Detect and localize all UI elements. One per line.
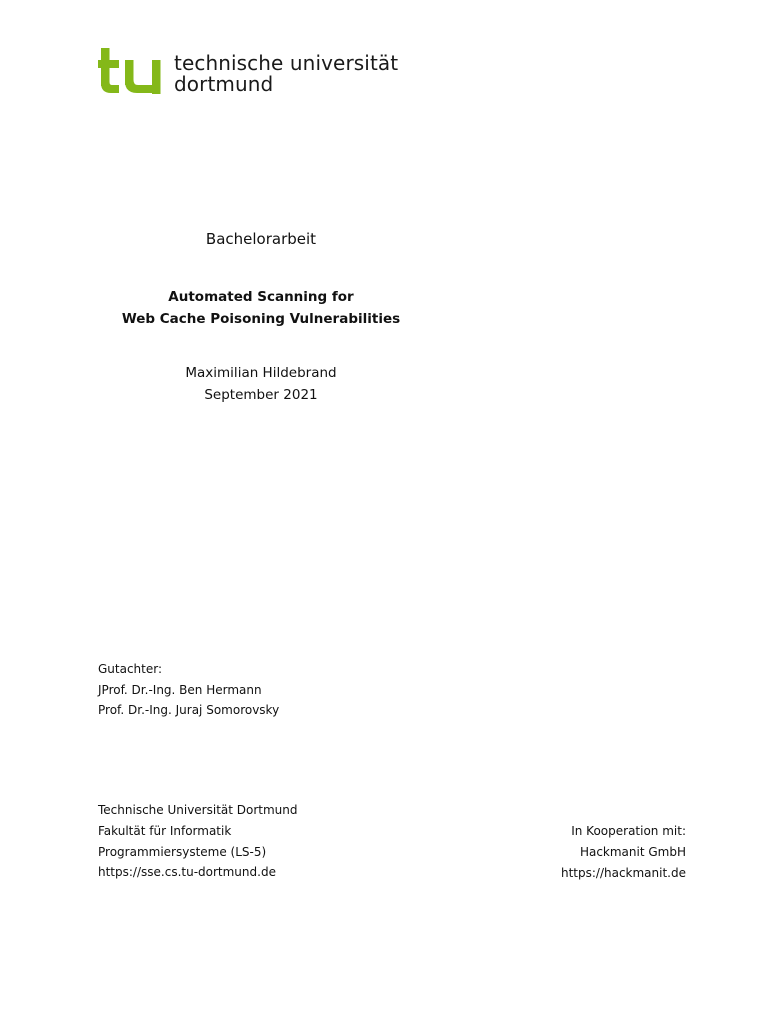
reviewer-name: Prof. Dr.-Ing. Juraj Somorovsky <box>98 703 280 717</box>
cooperation-url: https://hackmanit.de <box>560 865 686 880</box>
reviewer-name: JProf. Dr.-Ing. Ben Hermann <box>98 682 262 697</box>
thesis-type: Bachelorarbeit <box>205 230 317 248</box>
cooperation-block <box>561 821 686 883</box>
cooperation-company: Hackmanit GmbH <box>579 844 686 859</box>
university-logo <box>98 47 398 97</box>
reviewers-block <box>98 659 279 721</box>
reviewers-label: Gutachter: <box>98 662 163 676</box>
thesis-title <box>98 286 424 330</box>
cooperation-label: In Kooperation mit: <box>571 824 686 838</box>
thesis-title-line1: Automated Scanning for <box>168 289 354 305</box>
affiliation-url: https://sse.cs.tu-dortmund.de <box>98 865 276 880</box>
university-name <box>174 53 398 95</box>
affiliation-faculty: Fakultät für Informatik <box>98 823 232 838</box>
author-date-block <box>98 362 424 406</box>
thesis-date: September 2021 <box>204 387 318 403</box>
thesis-title-line2: Web Cache Poisoning Vulnerabilities <box>121 311 401 327</box>
university-name-line2: dortmund <box>174 72 274 96</box>
affiliation-university: Technische Universität Dortmund <box>98 803 298 817</box>
affiliation-chair: Programmiersysteme (LS-5) <box>98 844 267 859</box>
author-name: Maximilian Hildebrand <box>185 365 337 381</box>
university-name-line1: technische universität <box>174 51 399 75</box>
tu-logo-mark <box>98 47 162 95</box>
affiliation-block <box>98 800 298 883</box>
